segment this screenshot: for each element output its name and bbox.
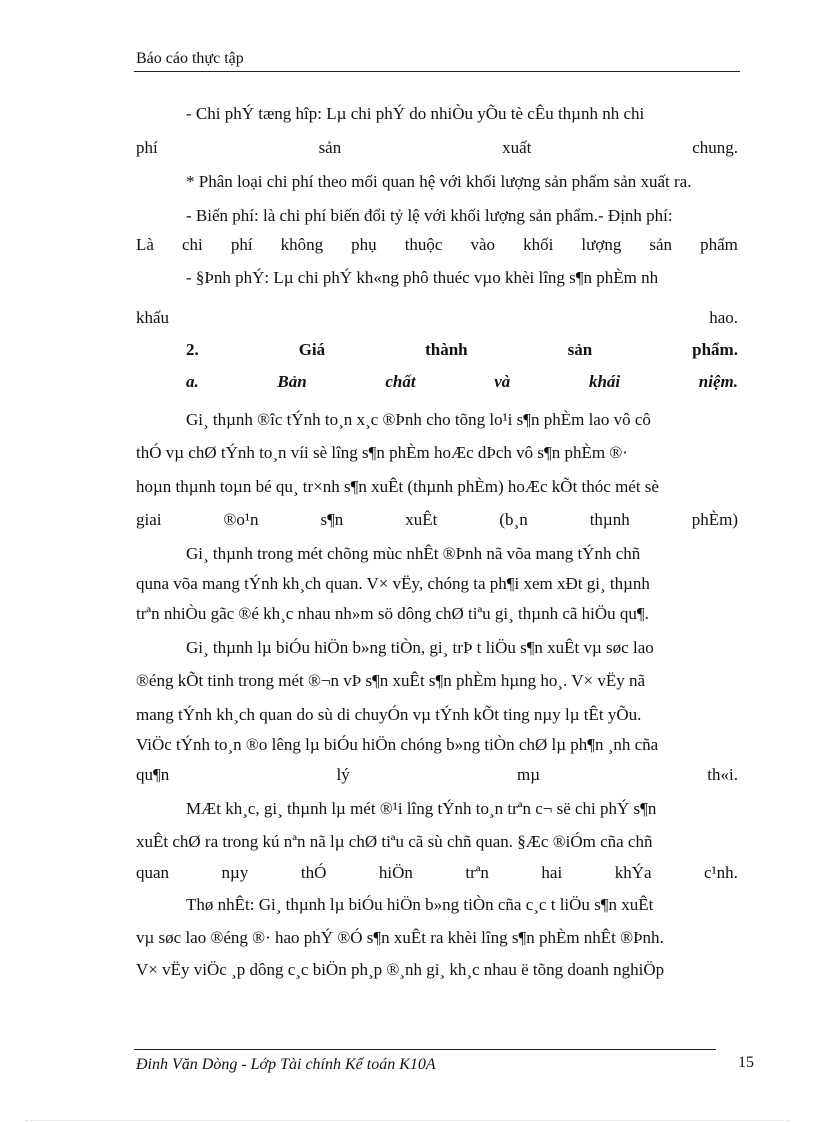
word: niệm. [698, 372, 738, 391]
paragraph-line: Gi¸ thµnh ®îc tÝnh to¸n x¸c ®Þnh cho tõng lo¹i s¶n phÈm lao vô cô [186, 410, 651, 429]
word: thÓ [300, 863, 327, 882]
paragraph-line: V× vËy viÖc ¸p dông c¸c biÖn ph¸p ®¸nh gi¸ kh¸c nhau ë tõng doanh nghiÖp [136, 960, 665, 979]
word: phẩm [700, 235, 738, 254]
word: thành [425, 340, 468, 359]
word: hai [541, 863, 563, 882]
paragraph-line: mang tÝnh kh¸ch quan do sù di chuyÓn vµ tÝnh kÕt ting nµy lµ tÊt yÕu. [136, 705, 642, 724]
word: khái [588, 372, 621, 391]
word: thuộc [404, 235, 443, 254]
word: phí [230, 235, 253, 254]
paragraph-line: ®éng kÕt tinh trong mét ®¬n vÞ s¶n xuÊt s¶n phÈm hµng ho¸. V× vËy nã [136, 671, 646, 690]
word: không [280, 235, 324, 254]
paragraph-line: ViÖc tÝnh to¸n ®o lêng lµ biÓu hiÖn chóng b»ng tiÒn chØ lµ ph¶n ¸nh cña [136, 735, 659, 754]
word: lý [336, 765, 350, 784]
paragraph-line: Gi¸ thµnh trong mét chõng mùc nhÊt ®Þnh nã võa mang tÝnh chñ [186, 544, 641, 563]
word: a. [186, 372, 199, 391]
word: quan [136, 863, 170, 882]
word: mµ [516, 765, 540, 784]
word: xuất [502, 138, 532, 157]
paragraph-line: trªn nhiÒu gãc ®é kh¸c nhau nh»m sö dông chØ tiªu gi¸ thµnh cã hiÖu qu¶. [136, 604, 649, 623]
word: và [494, 372, 511, 391]
word: trªn [465, 863, 489, 882]
justified-line [136, 308, 738, 328]
page-edge-dots [26, 1120, 790, 1121]
paragraph-line: Thø nhÊt: Gi¸ thµnh lµ biÓu hiÖn b»ng tiÒn cña c¸c t liÖu s¶n xuÊt [186, 895, 654, 914]
paragraph-line: quna võa mang tÝnh kh¸ch quan. V× vËy, chóng ta ph¶i xem xÐt gi¸ thµnh [136, 574, 650, 593]
header-rule [134, 71, 740, 72]
word: (b¸n [499, 510, 528, 529]
footer-rule [134, 1049, 716, 1050]
paragraph-line: hoµn thµnh toµn bé qu¸ tr×nh s¶n xuÊt (thµnh phÈm) hoÆc kÕt thóc mét sè [136, 477, 659, 496]
word: Là [136, 235, 154, 254]
word: sản [318, 138, 342, 157]
word: ®o¹n [223, 510, 259, 529]
word: chi [181, 235, 203, 254]
word: Bản [277, 372, 307, 391]
header-title: Báo cáo thực tập [136, 50, 244, 67]
word: vào [470, 235, 496, 254]
subsection-heading [186, 372, 738, 392]
word: phÈm) [691, 510, 738, 529]
justified-line [136, 138, 738, 158]
word: chung. [692, 138, 738, 157]
word: nµy [221, 863, 249, 882]
word: chất [385, 372, 416, 391]
word: xuÊt [405, 510, 438, 529]
word: thµnh [589, 510, 630, 529]
word: hiÖn [378, 863, 413, 882]
word: th«i. [707, 765, 738, 784]
paragraph-line: * Phân loại chi phí theo mối quan hệ với khối lượng sản phẩm sản xuất ra. [186, 172, 692, 191]
word: sản [649, 235, 673, 254]
word: khÝa [614, 863, 652, 882]
word: c¹nh. [704, 863, 738, 882]
word: s¶n [320, 510, 344, 529]
paragraph-line: MÆt kh¸c, gi¸ thµnh lµ mét ®¹i lîng tÝnh to¸n trªn c¬ së chi phÝ s¶n [186, 799, 657, 818]
word: giai [136, 510, 162, 529]
word: Giá [298, 340, 326, 359]
word: lượng [581, 235, 622, 254]
paragraph-line: Gi¸ thµnh lµ biÓu hiÖn b»ng tiÒn, gi¸ trÞ t liÖu s¶n xuÊt vµ søc lao [186, 638, 654, 657]
word: phẩm. [692, 340, 738, 359]
word: phí [136, 138, 158, 157]
section-heading [186, 340, 738, 360]
page-number: 15 [738, 1054, 754, 1071]
justified-line [136, 863, 738, 883]
footer-author: Đinh Văn Dòng - Lớp Tài chính Kế toán K10A [136, 1056, 436, 1073]
word: phụ [351, 235, 377, 254]
paragraph-line: - Biến phí: là chi phí biến đổi tỷ lệ với khối lượng sản phẩm.- Định phí: [186, 206, 673, 225]
paragraph-line: vµ søc lao ®éng ®· hao phÝ ®Ó s¶n xuÊt ra khèi lîng s¶n phÈm nhÊt ®Þnh. [136, 928, 664, 947]
paragraph-line: thÓ vµ chØ tÝnh to¸n víi sè lîng s¶n phÈm hoÆc dÞch vô s¶n phÈm ®· [136, 443, 628, 462]
justified-line [136, 510, 738, 530]
paragraph-line: - §Þnh phÝ: Lµ chi phÝ kh«ng phô thuéc vµo khèi lîng s¶n phÈm nh [186, 268, 659, 287]
justified-line [136, 235, 738, 255]
justified-line [136, 765, 738, 785]
word: qu¶n [136, 765, 170, 784]
word: hao. [709, 308, 738, 327]
word: khấu [136, 308, 170, 327]
word: sản [567, 340, 593, 359]
paragraph-line: xuÊt chØ ra trong kú nªn nã lµ chØ tiªu cã sù chñ quan. §Æc ®iÓm cña chñ [136, 832, 653, 851]
word: khối [523, 235, 554, 254]
paragraph-line: - Chi phÝ tæng hîp: Lµ chi phÝ do nhiÒu yÕu tè cÊu thµnh nh chi [186, 104, 645, 123]
word: 2. [186, 340, 199, 359]
